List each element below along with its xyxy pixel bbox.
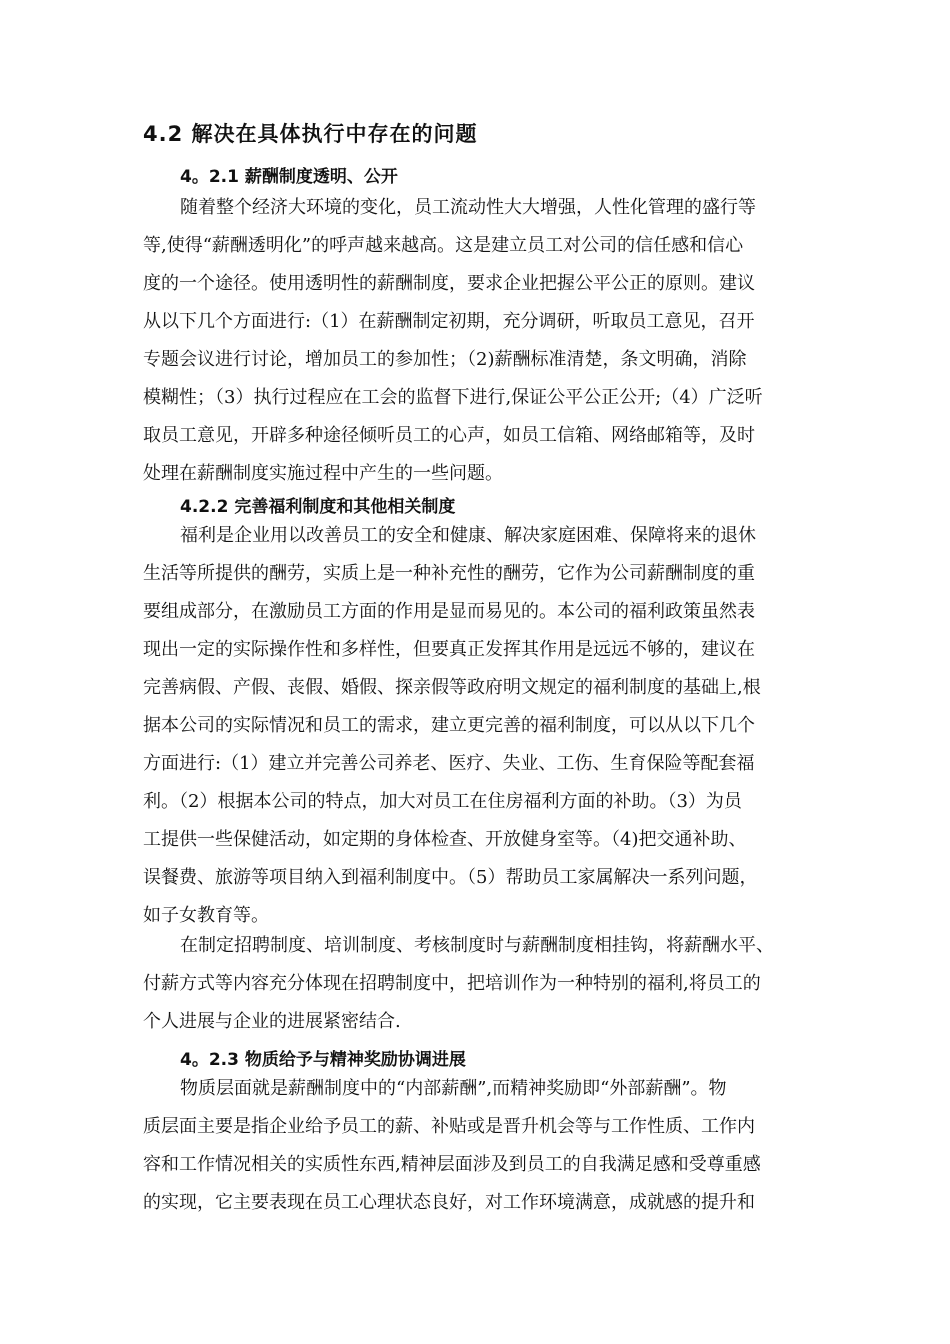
paragraph-welfare-system xyxy=(143,517,813,935)
text-line: 度的一个途径。使用透明性的薪酬制度，要求企业把握公平公正的原则。建议 xyxy=(143,273,755,294)
paragraph-salary-transparency xyxy=(143,189,813,493)
text-line: 福利是企业用以改善员工的安全和健康、解决家庭困难、保障将来的退休 xyxy=(180,525,756,546)
section-heading-4-2: 4.2 解决在具体执行中存在的问题 xyxy=(143,122,478,146)
text-line: 据本公司的实际情况和员工的需求，建立更完善的福利制度，可以从以下几个 xyxy=(143,715,755,736)
subsection-heading-4-2-3: 4。2.3 物质给予与精神奖励协调进展 xyxy=(180,1050,466,1070)
text-line: 付薪方式等内容充分体现在招聘制度中，把培训作为一种特别的福利,将员工的 xyxy=(143,973,761,994)
text-line: 取员工意见，开辟多种途径倾听员工的心声，如员工信箱、网络邮箱等，及时 xyxy=(143,425,755,446)
text-line: 的实现，它主要表现在员工心理状态良好，对工作环境满意，成就感的提升和 xyxy=(143,1192,755,1213)
text-line: 利。（2）根据本公司的特点，加大对员工在住房福利方面的补助。（3）为员 xyxy=(143,791,742,812)
paragraph-material-spiritual xyxy=(143,1070,813,1222)
text-line: 方面进行:（1）建立并完善公司养老、医疗、失业、工伤、生育保险等配套福 xyxy=(143,753,755,774)
text-line: 在制定招聘制度、培训制度、考核制度时与薪酬制度相挂钩，将薪酬水平、 xyxy=(180,935,774,956)
text-line: 物质层面就是薪酬制度中的“内部薪酬”,而精神奖励即“外部薪酬”。物 xyxy=(180,1078,727,1099)
text-line: 专题会议进行讨论，增加员工的参加性；（2)薪酬标准清楚，条文明确，消除 xyxy=(143,349,747,370)
text-line: 生活等所提供的酬劳，实质上是一种补充性的酬劳，它作为公司薪酬制度的重 xyxy=(143,563,755,584)
text-line: 个人进展与企业的进展紧密结合. xyxy=(143,1011,401,1032)
text-line: 从以下几个方面进行:（1）在薪酬制定初期，充分调研，听取员工意见，召开 xyxy=(143,311,755,332)
paragraph-related-systems xyxy=(143,927,813,1041)
text-line: 误餐费、旅游等项目纳入到福利制度中。（5）帮助员工家属解决一系列问题， xyxy=(143,867,758,888)
text-line: 模糊性；（3）执行过程应在工会的监督下进行,保证公平公正公开;（4）广泛听 xyxy=(143,387,763,408)
text-line: 容和工作情况相关的实质性东西,精神层面涉及到员工的自我满足感和受尊重感 xyxy=(143,1154,761,1175)
text-line: 完善病假、产假、丧假、婚假、探亲假等政府明文规定的福利制度的基础上,根 xyxy=(143,677,761,698)
subsection-heading-4-2-2: 4.2.2 完善福利制度和其他相关制度 xyxy=(180,497,456,517)
text-line: 现出一定的实际操作性和多样性，但要真正发挥其作用是远远不够的，建议在 xyxy=(143,639,755,660)
text-line: 工提供一些保健活动，如定期的身体检查、开放健身室等。（4)把交通补助、 xyxy=(143,829,747,850)
text-line: 等,使得“薪酬透明化”的呼声越来越高。这是建立员工对公司的信任感和信心 xyxy=(143,235,744,256)
text-line: 随着整个经济大环境的变化，员工流动性大大增强，人性化管理的盛行等 xyxy=(180,197,756,218)
text-line: 质层面主要是指企业给予员工的薪、补贴或是晋升机会等与工作性质、工作内 xyxy=(143,1116,755,1137)
text-line: 处理在薪酬制度实施过程中产生的一些问题。 xyxy=(143,463,503,484)
text-line: 如子女教育等。 xyxy=(143,905,269,926)
subsection-heading-4-2-1: 4。2.1 薪酬制度透明、公开 xyxy=(180,167,398,187)
text-line: 要组成部分，在激励员工方面的作用是显而易见的。本公司的福利政策虽然表 xyxy=(143,601,755,622)
